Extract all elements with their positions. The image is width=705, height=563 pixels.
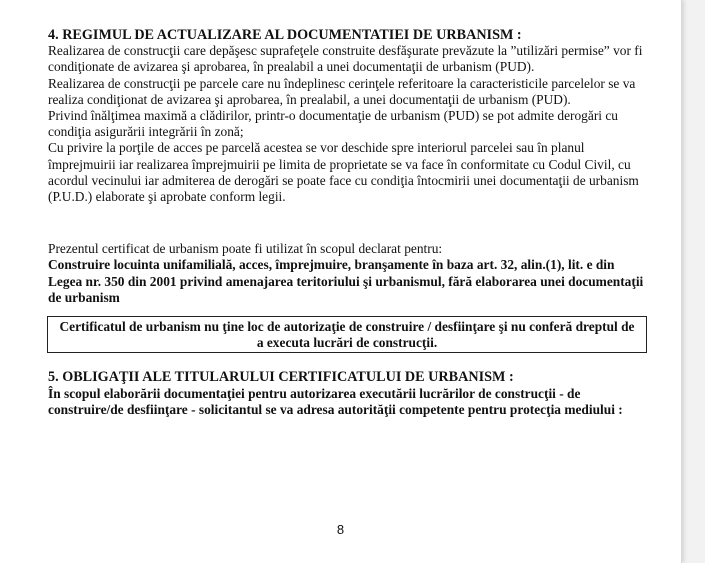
section-4-paragraph-4: Cu privire la porţile de acces pe parcelă acestea se vor deschide spre interiorul parcelei sau în planul împrejmuirii iar realizarea împrejmuirii pe limita de proprietate se va face în conformitate cu Codul Civil, cu acordul vecinului iar admiterea de derogări se poate face cu condiţia întocmirii unei documentaţii de urbanism (P.U.D.) elaborate şi aprobate conform legii. (48, 140, 639, 205)
spacer (48, 353, 648, 369)
page-content (48, 27, 648, 418)
section-5-heading: 5. OBLIGAŢII ALE TITULARULUI CERTIFICATULUI DE URBANISM : (48, 369, 514, 386)
section-4-paragraph-2: Realizarea de construcţii pe parcele care nu îndeplinesc cerinţele referitoare la caracteristicile parcelelor se va realiza condiţionat de avizarea şi aprobarea, în prealabil, a unei documentaţii de urbanism (PUD). (48, 75, 636, 107)
section-4-paragraph-1: Realizarea de construcţii care depăşesc suprafeţele construite desfăşurate prevăzute la ”utilizări permise” vor fi condiţionate de avizarea şi aprobarea, în prealabil a unei documentaţii de urbanism (PUD). (48, 43, 643, 75)
notice-box (47, 316, 647, 353)
spacer (48, 205, 648, 241)
purpose-statement: Construire locuinta unifamilială, acces, împrejmuire, branşamente în baza art. 32, alin.(1), lit. e din Legea nr. 350 din 2001 privind amenajarea teritoriului şi urbanismul, fără elaborarea unei documentaţii de urbanism (48, 257, 644, 305)
section-5-text: În scopul elaborării documentaţiei pentru autorizarea executării lucrărilor de construcţii - de construire/de desfiinţare - solicitantul se va adresa autorităţii competente pentru protecţia mediului : (48, 385, 623, 417)
purpose-intro: Prezentul certificat de urbanism poate fi utilizat în scopul declarat pentru: (48, 241, 443, 257)
section-4-heading: 4. REGIMUL DE ACTUALIZARE AL DOCUMENTATIEI DE URBANISM : (48, 27, 522, 43)
section-4-paragraph-3: Privind înălţimea maximă a clădirilor, printr-o documentaţie de urbanism (PUD) se pot admite derogări cu condiţia asigurării integrării în zonă; (48, 108, 618, 140)
page-number: 8 (336, 522, 345, 537)
notice-text: Certificatul de urbanism nu ţine loc de autorizaţie de construire / desfiinţare şi nu conferă dreptul de a executa lucrări de construcţii. (59, 319, 635, 351)
